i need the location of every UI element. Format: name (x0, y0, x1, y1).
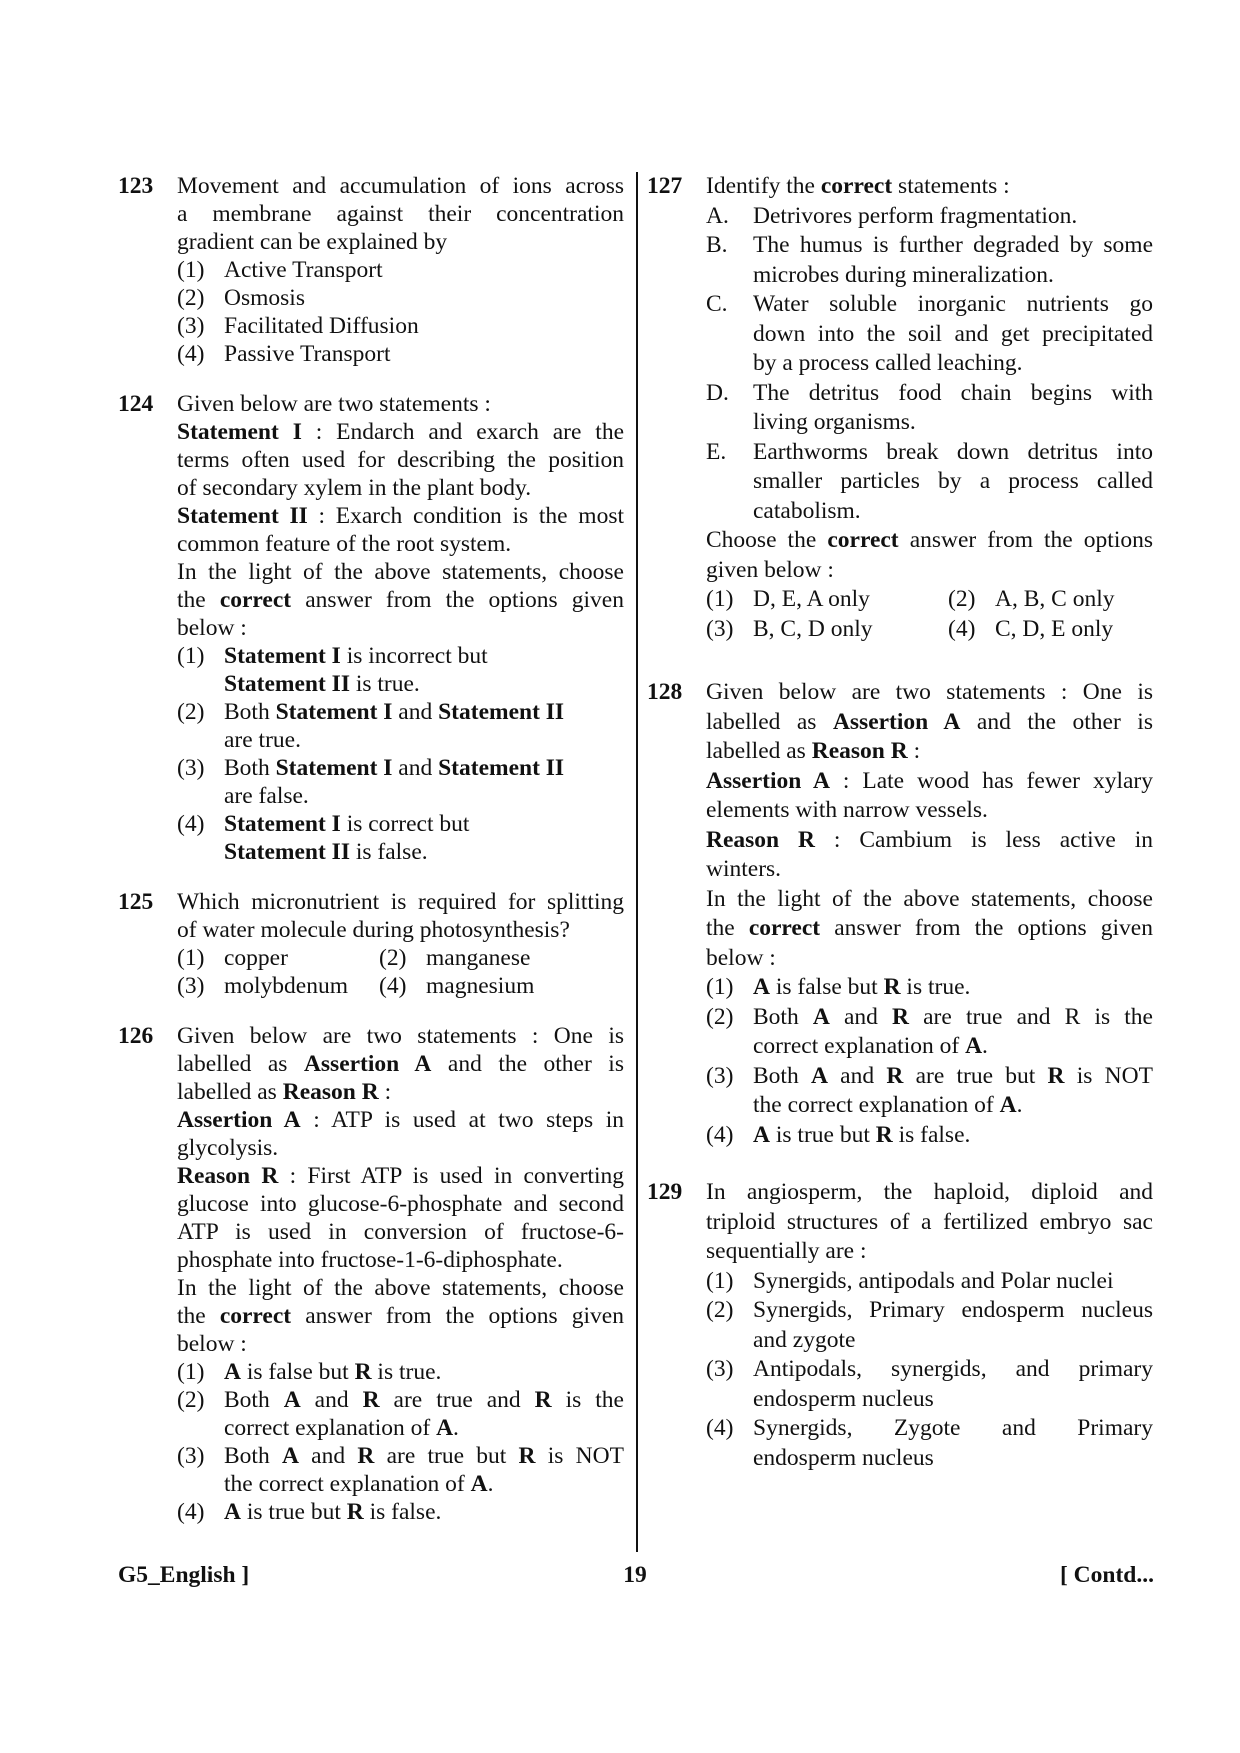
item-text: microbes during mineralization. (753, 261, 1054, 288)
option-number: (2) (948, 586, 976, 612)
emphasis: correct (827, 527, 899, 553)
reason-label: Reason R (177, 1163, 279, 1189)
text: the correct explanation of (753, 1092, 1000, 1118)
emphasis: Statement I (275, 755, 393, 781)
text: and the other is (431, 1051, 624, 1077)
assertion-label: Assertion A (706, 767, 830, 794)
item-letter: D. (706, 379, 729, 406)
text: and (392, 699, 439, 725)
text: is NOT (1064, 1062, 1153, 1089)
statement-text: of secondary xylem in the plant body. (177, 475, 532, 501)
emphasis: Statement I (275, 699, 393, 725)
option-number: (3) (177, 973, 205, 999)
text: is true but (240, 1499, 347, 1525)
question-text (706, 708, 1153, 738)
assertion-text: : ATP is used at two steps in (300, 1107, 624, 1133)
text: correct explanation of (753, 1033, 966, 1059)
assertion-text: glycolysis. (177, 1135, 279, 1161)
question-text: Which micronutrient is required for splitting (177, 889, 624, 915)
question-number: 127 (647, 173, 683, 199)
emphasis: R (362, 1387, 380, 1413)
option (706, 615, 948, 645)
emphasis: Statement II (224, 671, 350, 697)
item-text: living organisms. (753, 409, 916, 435)
emphasis: correct (820, 173, 893, 199)
choose-text (706, 914, 1153, 944)
text: Both (224, 699, 276, 725)
choose-text: In the light of the above statements, choose (177, 1275, 624, 1301)
option-text: endosperm nucleus (753, 1385, 934, 1412)
item-text: Water soluble inorganic nutrients go (753, 291, 1153, 317)
option-number: (2) (706, 1297, 734, 1323)
option-text: B, C, D only (753, 615, 873, 642)
option-text: manganese (426, 945, 531, 971)
option-number: (1) (706, 974, 734, 1000)
reason-text: winters. (706, 856, 782, 882)
option-number: (3) (706, 1356, 734, 1382)
emphasis: R (534, 1387, 552, 1413)
question-text: gradient can be explained by (177, 229, 448, 255)
item-letter: A. (706, 202, 729, 229)
text: is false but (240, 1359, 355, 1385)
assertion (706, 767, 1153, 797)
item-text: Earthworms break down detritus into (753, 438, 1153, 465)
choose-text: In the light of the above statements, choose (177, 559, 624, 585)
question-127 (647, 172, 1153, 644)
text: the (177, 1303, 220, 1329)
text: Both (224, 1387, 284, 1413)
footer-code: G5_English ] (118, 1562, 250, 1588)
question-number: 125 (118, 889, 154, 915)
option-number: (3) (706, 615, 734, 642)
question-number: 129 (647, 1179, 683, 1205)
choose-text: below : (177, 615, 247, 641)
text: are true. (224, 727, 301, 753)
option (706, 1355, 1153, 1414)
emphasis: A (224, 1499, 241, 1525)
option-text: A, B, C only (995, 586, 1115, 612)
item-text: down into the soil and get precipitated (753, 320, 1153, 347)
option-number: (4) (177, 811, 205, 837)
emphasis: correct (748, 915, 821, 941)
emphasis: A (283, 1387, 301, 1413)
text: is true but (769, 1121, 876, 1148)
question-number: 128 (647, 679, 683, 705)
text: : (907, 738, 921, 764)
reason-label: Reason R (706, 826, 815, 853)
item-text: catabolism. (753, 497, 861, 524)
question-text (177, 1050, 624, 1078)
option (379, 944, 530, 972)
text: is true. (900, 974, 971, 1000)
option-number: (4) (706, 1415, 734, 1441)
text: labelled as (177, 1079, 283, 1105)
question-text: of water molecule during photosynthesis? (177, 917, 570, 943)
option (177, 698, 624, 754)
question-number: 124 (118, 391, 154, 417)
emphasis: R (875, 1121, 893, 1148)
emphasis: Statement II (438, 755, 565, 781)
choose-text (177, 586, 624, 614)
text: and (829, 1003, 893, 1030)
question-128 (647, 678, 1153, 1150)
item-text: Detrivores perform fragmentation. (753, 202, 1078, 229)
text: labelled as (177, 1051, 304, 1077)
option-text: molybdenum (224, 973, 349, 999)
text: Both (753, 1003, 813, 1030)
item-letter: B. (706, 232, 728, 258)
text: correct explanation of (224, 1415, 437, 1441)
option-row (177, 944, 624, 972)
emphasis: A (470, 1471, 488, 1497)
emphasis: A (812, 1003, 830, 1030)
emphasis: Reason R (282, 1079, 379, 1105)
option-text: Synergids, Primary endosperm nucleus (753, 1297, 1153, 1323)
choose-text: In the light of the above statements, choose (706, 885, 1153, 912)
reason-text: ATP is used in conversion of fructose-6- (177, 1219, 624, 1245)
option (379, 972, 534, 1000)
statement-label: Statement II (177, 503, 308, 529)
option (706, 1062, 1153, 1121)
option (177, 754, 624, 810)
option-number: (1) (177, 257, 205, 283)
option-text: copper (224, 945, 288, 971)
emphasis: R (892, 1003, 909, 1030)
text: . (453, 1415, 459, 1441)
emphasis: Statement I (224, 643, 341, 669)
emphasis: R (518, 1443, 536, 1469)
option (177, 256, 624, 284)
question-text (177, 1078, 624, 1106)
option (177, 642, 624, 698)
text: is true. (371, 1359, 442, 1385)
item-letter: C. (706, 291, 728, 317)
emphasis: A (224, 1359, 241, 1385)
option-number: (1) (177, 643, 205, 669)
column-divider (636, 172, 638, 1552)
option (706, 1414, 1153, 1473)
option-text: Passive Transport (224, 341, 391, 367)
reason-text: glucose into glucose-6-phosphate and second (177, 1191, 624, 1217)
option-text: D, E, A only (753, 586, 870, 612)
option-number: (4) (379, 973, 407, 999)
option-text: endosperm nucleus (753, 1444, 934, 1471)
emphasis: A (436, 1415, 454, 1441)
text: and the other is (960, 708, 1153, 735)
question-number: 123 (118, 173, 154, 199)
emphasis: Reason R (811, 738, 908, 764)
text: Choose the (706, 527, 828, 553)
assertion-text: : Late wood has fewer xylary (829, 767, 1153, 794)
option-row (177, 972, 624, 1000)
page-number: 19 (623, 1562, 647, 1588)
text: is NOT (535, 1443, 624, 1469)
text: Both (224, 1443, 282, 1469)
text: are true but (903, 1062, 1048, 1089)
emphasis: R (1047, 1062, 1065, 1089)
emphasis: A (999, 1092, 1017, 1118)
emphasis: A (753, 974, 770, 1000)
option (706, 1121, 1153, 1151)
question-text (706, 172, 1153, 202)
option-text: and zygote (753, 1326, 856, 1353)
text: is false. (349, 839, 428, 865)
question-text: In angiosperm, the haploid, diploid and (706, 1179, 1153, 1205)
reason (177, 1162, 624, 1190)
option-number: (3) (706, 1062, 734, 1089)
option (177, 972, 379, 1000)
emphasis: Statement II (438, 699, 565, 725)
text: Both (753, 1062, 811, 1089)
emphasis: A (753, 1121, 770, 1148)
choose-text (177, 1302, 624, 1330)
statement-item (706, 231, 1153, 290)
option (177, 340, 624, 368)
option-number: (4) (706, 1121, 734, 1148)
text: labelled as (706, 708, 833, 735)
emphasis: A (810, 1062, 828, 1089)
question-text: a membrane against their concentration (177, 201, 624, 227)
choose-text: given below : (706, 556, 834, 583)
text: are true and (379, 1387, 535, 1413)
emphasis: A (965, 1033, 983, 1059)
reason-text: : Cambium is less active in (815, 826, 1153, 853)
text: is the (551, 1387, 624, 1413)
option-text: Synergids, Zygote and Primary (753, 1415, 1153, 1441)
assertion-label: Assertion A (177, 1107, 301, 1133)
question-text: Given below are two statements : One is (177, 1023, 624, 1049)
question-text: Movement and accumulation of ions across (177, 173, 624, 199)
option (177, 284, 624, 312)
item-letter: E. (706, 438, 727, 465)
text: is incorrect but (340, 643, 488, 669)
question-124 (118, 390, 624, 866)
reason-text: phosphate into fructose-1-6-diphosphate. (177, 1247, 563, 1273)
emphasis: R (883, 974, 901, 1000)
text: answer from the options (898, 527, 1153, 553)
text: the correct explanation of (224, 1471, 471, 1497)
assertion-text: elements with narrow vessels. (706, 797, 988, 823)
item-text: The humus is further degraded by some (753, 232, 1153, 258)
option-text: Active Transport (224, 257, 383, 283)
statement-item (706, 202, 1153, 232)
assertion (177, 1106, 624, 1134)
option-number: (2) (177, 1387, 205, 1413)
option-number: (1) (706, 1267, 734, 1294)
text: and (827, 1062, 887, 1089)
option-number: (3) (177, 313, 205, 339)
statement-text: common feature of the root system. (177, 531, 512, 557)
text: . (1016, 1092, 1023, 1118)
text: is true. (349, 671, 420, 697)
emphasis: Statement II (224, 839, 350, 865)
option (706, 1003, 1153, 1062)
emphasis: R (346, 1499, 364, 1525)
question-number: 126 (118, 1023, 154, 1049)
reason-text: : First ATP is used in converting (278, 1163, 624, 1189)
option-number: (2) (177, 285, 205, 311)
text: the (706, 915, 749, 941)
option (177, 944, 379, 972)
question-text (706, 737, 1153, 767)
option (948, 615, 1113, 645)
option-number: (2) (177, 699, 205, 725)
statement-text: : Endarch and exarch are the (301, 419, 625, 445)
item-text: The detritus food chain begins with (753, 379, 1153, 406)
emphasis: correct (219, 1303, 292, 1329)
choose-text (706, 526, 1153, 556)
option (177, 1442, 624, 1498)
option-text: Osmosis (224, 285, 305, 311)
footer-contd: [ Contd... (1059, 1562, 1154, 1588)
text: . (982, 1033, 988, 1059)
choose-text: below : (706, 944, 776, 971)
question-126 (118, 1022, 624, 1526)
text: answer from the options given (820, 915, 1153, 941)
emphasis: correct (219, 587, 292, 613)
statement-label: Statement I (177, 419, 302, 445)
reason (706, 826, 1153, 856)
option-number: (1) (706, 586, 734, 612)
text: Both (224, 755, 276, 781)
text: are true but (374, 1443, 519, 1469)
text: answer from the options given (291, 587, 624, 613)
text: and (392, 755, 439, 781)
option-text: Facilitated Diffusion (224, 313, 419, 339)
option-row (706, 615, 1153, 645)
emphasis: R (886, 1062, 904, 1089)
option-number: (2) (379, 945, 407, 971)
emphasis: Assertion A (303, 1051, 432, 1077)
emphasis: Assertion A (832, 708, 961, 735)
option (177, 1386, 624, 1442)
question-123 (118, 172, 624, 368)
question-text: Given below are two statements : One is (706, 679, 1153, 705)
question-125 (118, 888, 624, 1000)
emphasis: R (354, 1359, 372, 1385)
text: the (177, 587, 220, 613)
option-text: Antipodals, synergids, and primary (753, 1356, 1153, 1382)
statement-item (706, 379, 1153, 438)
option-text: magnesium (426, 973, 535, 999)
text: is false but (769, 974, 884, 1000)
right-column (647, 172, 1153, 1473)
option-row (706, 585, 1153, 615)
option (706, 1296, 1153, 1355)
option (177, 312, 624, 340)
statement-text: terms often used for describing the position (177, 447, 624, 473)
text: statements : (892, 173, 1010, 199)
option-number: (1) (177, 1359, 205, 1385)
option-number: (4) (177, 1499, 205, 1525)
text: : (378, 1079, 392, 1105)
emphasis: A (281, 1443, 299, 1469)
text: answer from the options given (291, 1303, 624, 1329)
option (706, 973, 1153, 1003)
emphasis: Statement I (224, 811, 341, 837)
option (177, 1358, 624, 1386)
text: Identify the (706, 173, 821, 199)
question-text: Given below are two statements : (177, 391, 491, 417)
choose-text: below : (177, 1331, 247, 1357)
text: and (298, 1443, 358, 1469)
option (706, 1267, 1153, 1297)
text: are true and R is the (909, 1003, 1153, 1030)
text: is correct but (340, 811, 470, 837)
statement-2 (177, 502, 624, 530)
text: are false. (224, 783, 309, 809)
item-text: by a process called leaching. (753, 350, 1023, 376)
statement-item (706, 438, 1153, 527)
option-text: Synergids, antipodals and Polar nuclei (753, 1267, 1114, 1294)
option-text: C, D, E only (995, 615, 1114, 642)
text: . (487, 1471, 494, 1497)
option (948, 585, 1114, 615)
option (706, 585, 948, 615)
option-number: (4) (948, 615, 976, 642)
item-text: smaller particles by a process called (753, 468, 1153, 494)
question-text: sequentially are : (706, 1238, 867, 1264)
text: labelled as (706, 738, 812, 764)
option (177, 1498, 624, 1526)
question-129 (647, 1178, 1153, 1473)
emphasis: R (357, 1443, 375, 1469)
question-text: triploid structures of a fertilized embryo sac (706, 1208, 1153, 1235)
left-column (118, 172, 624, 1526)
option-number: (3) (177, 1443, 205, 1469)
statement-text: : Exarch condition is the most (307, 503, 624, 529)
text: and (300, 1387, 363, 1413)
option-number: (4) (177, 341, 205, 367)
text: is false. (892, 1121, 971, 1148)
option-number: (3) (177, 755, 205, 781)
statement-item (706, 290, 1153, 379)
text: is false. (363, 1499, 442, 1525)
option (177, 810, 624, 866)
statement-1 (177, 418, 624, 446)
option-number: (1) (177, 945, 205, 971)
option-number: (2) (706, 1003, 734, 1030)
